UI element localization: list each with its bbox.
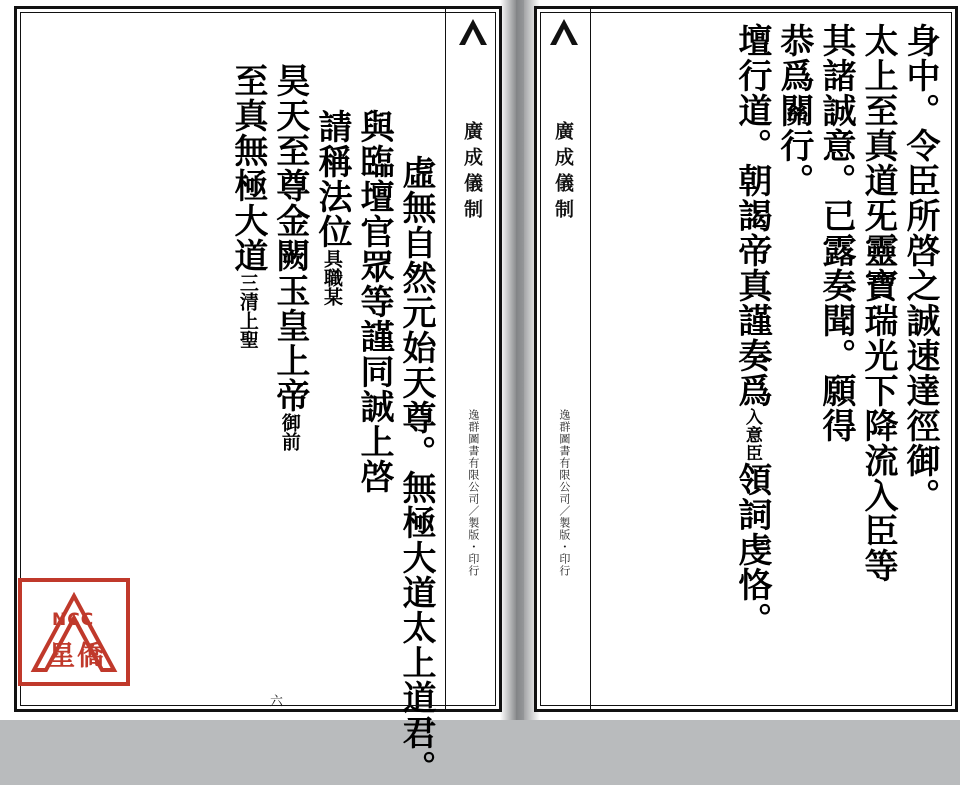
text-column: 太上至真道旡靈寶瑞光下降流入臣等: [857, 23, 898, 583]
ncc-watermark-stamp: [18, 578, 130, 686]
right-page-text-body: [599, 23, 941, 695]
text-column: [269, 23, 311, 451]
column-note-text: 御前: [278, 413, 301, 451]
text-column: 虛無自然元始天尊。無極大道太上道君。: [396, 155, 436, 785]
stamp-chinese-text: 星僑: [48, 641, 106, 672]
column-main-text: 至真無極大道: [227, 63, 268, 273]
stamp-latin-text: NCC: [52, 610, 95, 630]
column-note-text: 三清上聖: [236, 273, 259, 349]
left-band-imprint: 逸群圖書有限公司／製版・印行: [466, 409, 480, 577]
text-column: 身中。令臣所啓之誠速達徑御。: [900, 23, 940, 513]
column-main-text: 壇行道。朝謁帝真謹奏爲: [731, 23, 772, 408]
page-folio-number: 六: [267, 694, 282, 707]
mountain-chevron-icon: [547, 15, 581, 49]
mountain-chevron-icon: [456, 15, 490, 49]
column-note-text: 入意臣: [741, 408, 762, 462]
column-note-text: 具職某: [320, 249, 343, 306]
right-band-title: 廣成儀制: [552, 121, 574, 225]
column-tail-text: 領詞虔恪。: [731, 462, 772, 637]
left-band-title: 廣成儀制: [461, 121, 483, 225]
left-side-band: [445, 9, 499, 709]
text-column: 與臨壇官眾等謹同誠上啓: [353, 109, 394, 494]
right-band-imprint: 逸群圖書有限公司／製版・印行: [557, 409, 571, 577]
column-main-text: 請稱法位: [311, 109, 352, 249]
column-main-text: 昊天至尊金闕玉皇上帝: [269, 63, 310, 413]
text-column: 其諸誠意。已露奏聞。願得: [815, 23, 856, 443]
text-column: [731, 23, 773, 637]
text-column: 恭爲關行。: [773, 23, 814, 198]
text-column: [311, 23, 353, 306]
text-column: [227, 23, 269, 349]
right-side-band: [537, 9, 591, 709]
right-page-frame: [534, 6, 958, 712]
